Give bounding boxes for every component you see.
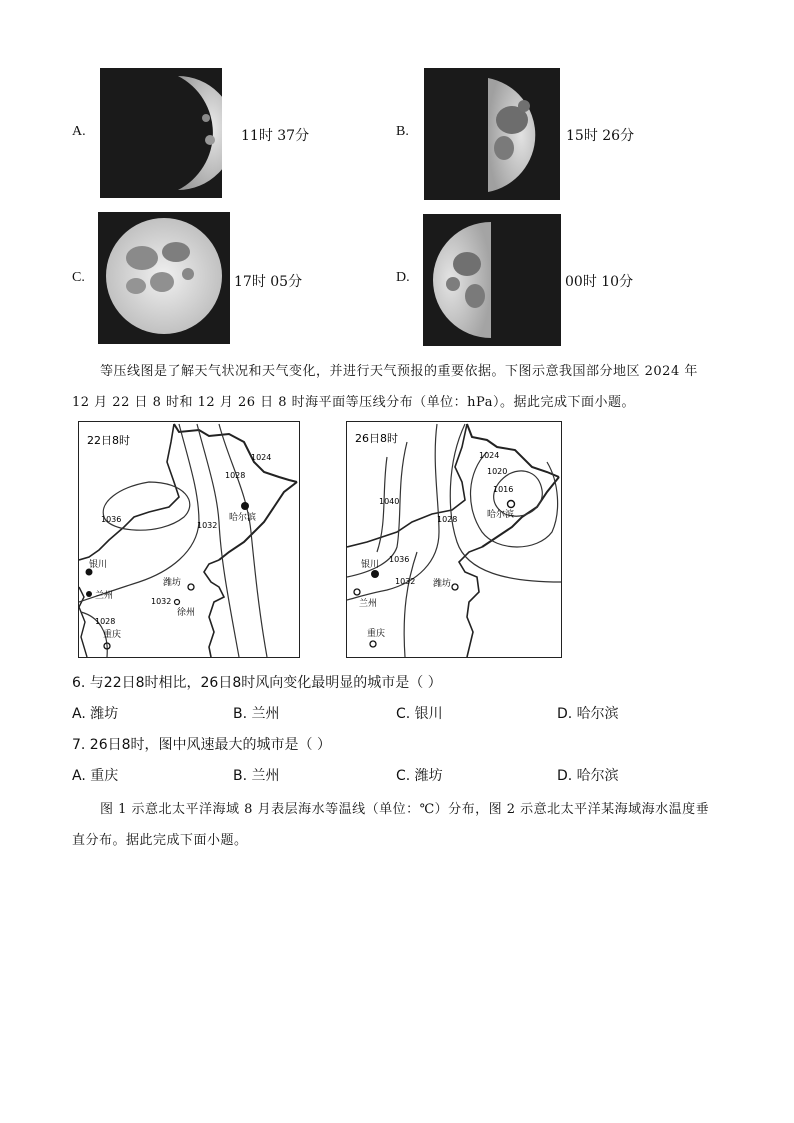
- question-6-option-d[interactable]: D. 哈尔滨: [557, 706, 619, 722]
- isobar-label: 1032: [151, 597, 172, 606]
- isobar-label: 1024: [479, 451, 500, 460]
- isobar-label: 1032: [395, 577, 416, 586]
- city-label: 重庆: [367, 629, 386, 639]
- city-marker-harbin: [508, 501, 515, 508]
- option-letter: A.: [72, 124, 86, 139]
- map-title: 26日8时: [355, 432, 398, 445]
- map-title: 22日8时: [87, 434, 130, 447]
- isobar-map-dec22: [78, 421, 300, 658]
- city-label: 兰州: [359, 599, 378, 609]
- isobar-label: 1028: [95, 617, 116, 626]
- isobar-label: 1040: [379, 497, 400, 506]
- moon-image-full: [98, 212, 230, 344]
- moon-image-first-quarter: [424, 68, 560, 200]
- isobar-label: 1036: [101, 515, 122, 524]
- isobar-label: 1028: [225, 471, 246, 480]
- intro2-paragraph-line1: 图 1 示意北太平洋海域 8 月表层海水等温线（单位：℃）分布，图 2 示意北太平洋某海域海水温度垂: [100, 802, 710, 817]
- city-marker-lanzhou: [354, 589, 360, 595]
- city-marker-chongqing: [370, 641, 376, 647]
- city-label: 哈尔滨: [487, 510, 515, 520]
- moon-image-last-quarter: [423, 214, 561, 346]
- intro-paragraph-line2: 12 月 22 日 8 时和 12 月 26 日 8 时海平面等压线分布（单位：hPa）。据此完成下面小题。: [72, 395, 635, 410]
- city-label: 银川: [361, 560, 380, 570]
- question-6-option-b[interactable]: B. 兰州: [233, 706, 280, 722]
- city-label: 银川: [89, 560, 108, 570]
- question-7-option-d[interactable]: D. 哈尔滨: [557, 768, 619, 784]
- question-7-option-a[interactable]: A. 重庆: [72, 768, 119, 784]
- isobar-label: 1028: [437, 515, 458, 524]
- moon-time: 17时 05分: [234, 274, 303, 290]
- city-marker-weifang: [188, 584, 194, 590]
- isobar-label: 1032: [197, 521, 218, 530]
- city-marker-lanzhou: [86, 591, 92, 597]
- city-marker-harbin: [241, 502, 249, 510]
- isobar-label: 1016: [493, 485, 514, 494]
- intro-paragraph-line1: 等压线图是了解天气状况和天气变化，并进行天气预报的重要依据。下图示意我国部分地区 2024 年: [100, 364, 698, 379]
- option-letter: D.: [396, 270, 410, 285]
- city-label: 潍坊: [163, 578, 182, 588]
- city-label: 徐州: [177, 608, 196, 618]
- city-label: 重庆: [103, 630, 122, 640]
- city-marker-yinchuan: [371, 570, 379, 578]
- city-label: 哈尔滨: [229, 513, 257, 523]
- isobar-map-dec26: [346, 421, 562, 658]
- question-7-stem: 7. 26日8时，图中风速最大的城市是（ ）: [72, 737, 331, 753]
- city-marker-xuzhou: [175, 600, 180, 605]
- moon-time: 11时 37分: [241, 128, 310, 144]
- question-7-option-b[interactable]: B. 兰州: [233, 768, 280, 784]
- moon-image-waxing-crescent: [100, 68, 222, 198]
- isobar-label: 1024: [251, 453, 272, 462]
- question-7-option-c[interactable]: C. 潍坊: [396, 768, 443, 784]
- moon-time: 15时 26分: [566, 128, 635, 144]
- question-6-option-c[interactable]: C. 银川: [396, 706, 443, 722]
- intro2-paragraph-line2: 直分布。据此完成下面小题。: [72, 833, 248, 848]
- city-label: 兰州: [95, 591, 114, 601]
- option-letter: C.: [72, 270, 85, 285]
- city-label: 潍坊: [433, 579, 452, 589]
- isobar-label: 1020: [487, 467, 508, 476]
- question-6-stem: 6. 与22日8时相比，26日8时风向变化最明显的城市是（ ）: [72, 675, 442, 691]
- city-marker-weifang: [452, 584, 458, 590]
- moon-time: 00时 10分: [565, 274, 634, 290]
- question-6-option-a[interactable]: A. 潍坊: [72, 706, 119, 722]
- option-letter: B.: [396, 124, 409, 139]
- isobar-label: 1036: [389, 555, 410, 564]
